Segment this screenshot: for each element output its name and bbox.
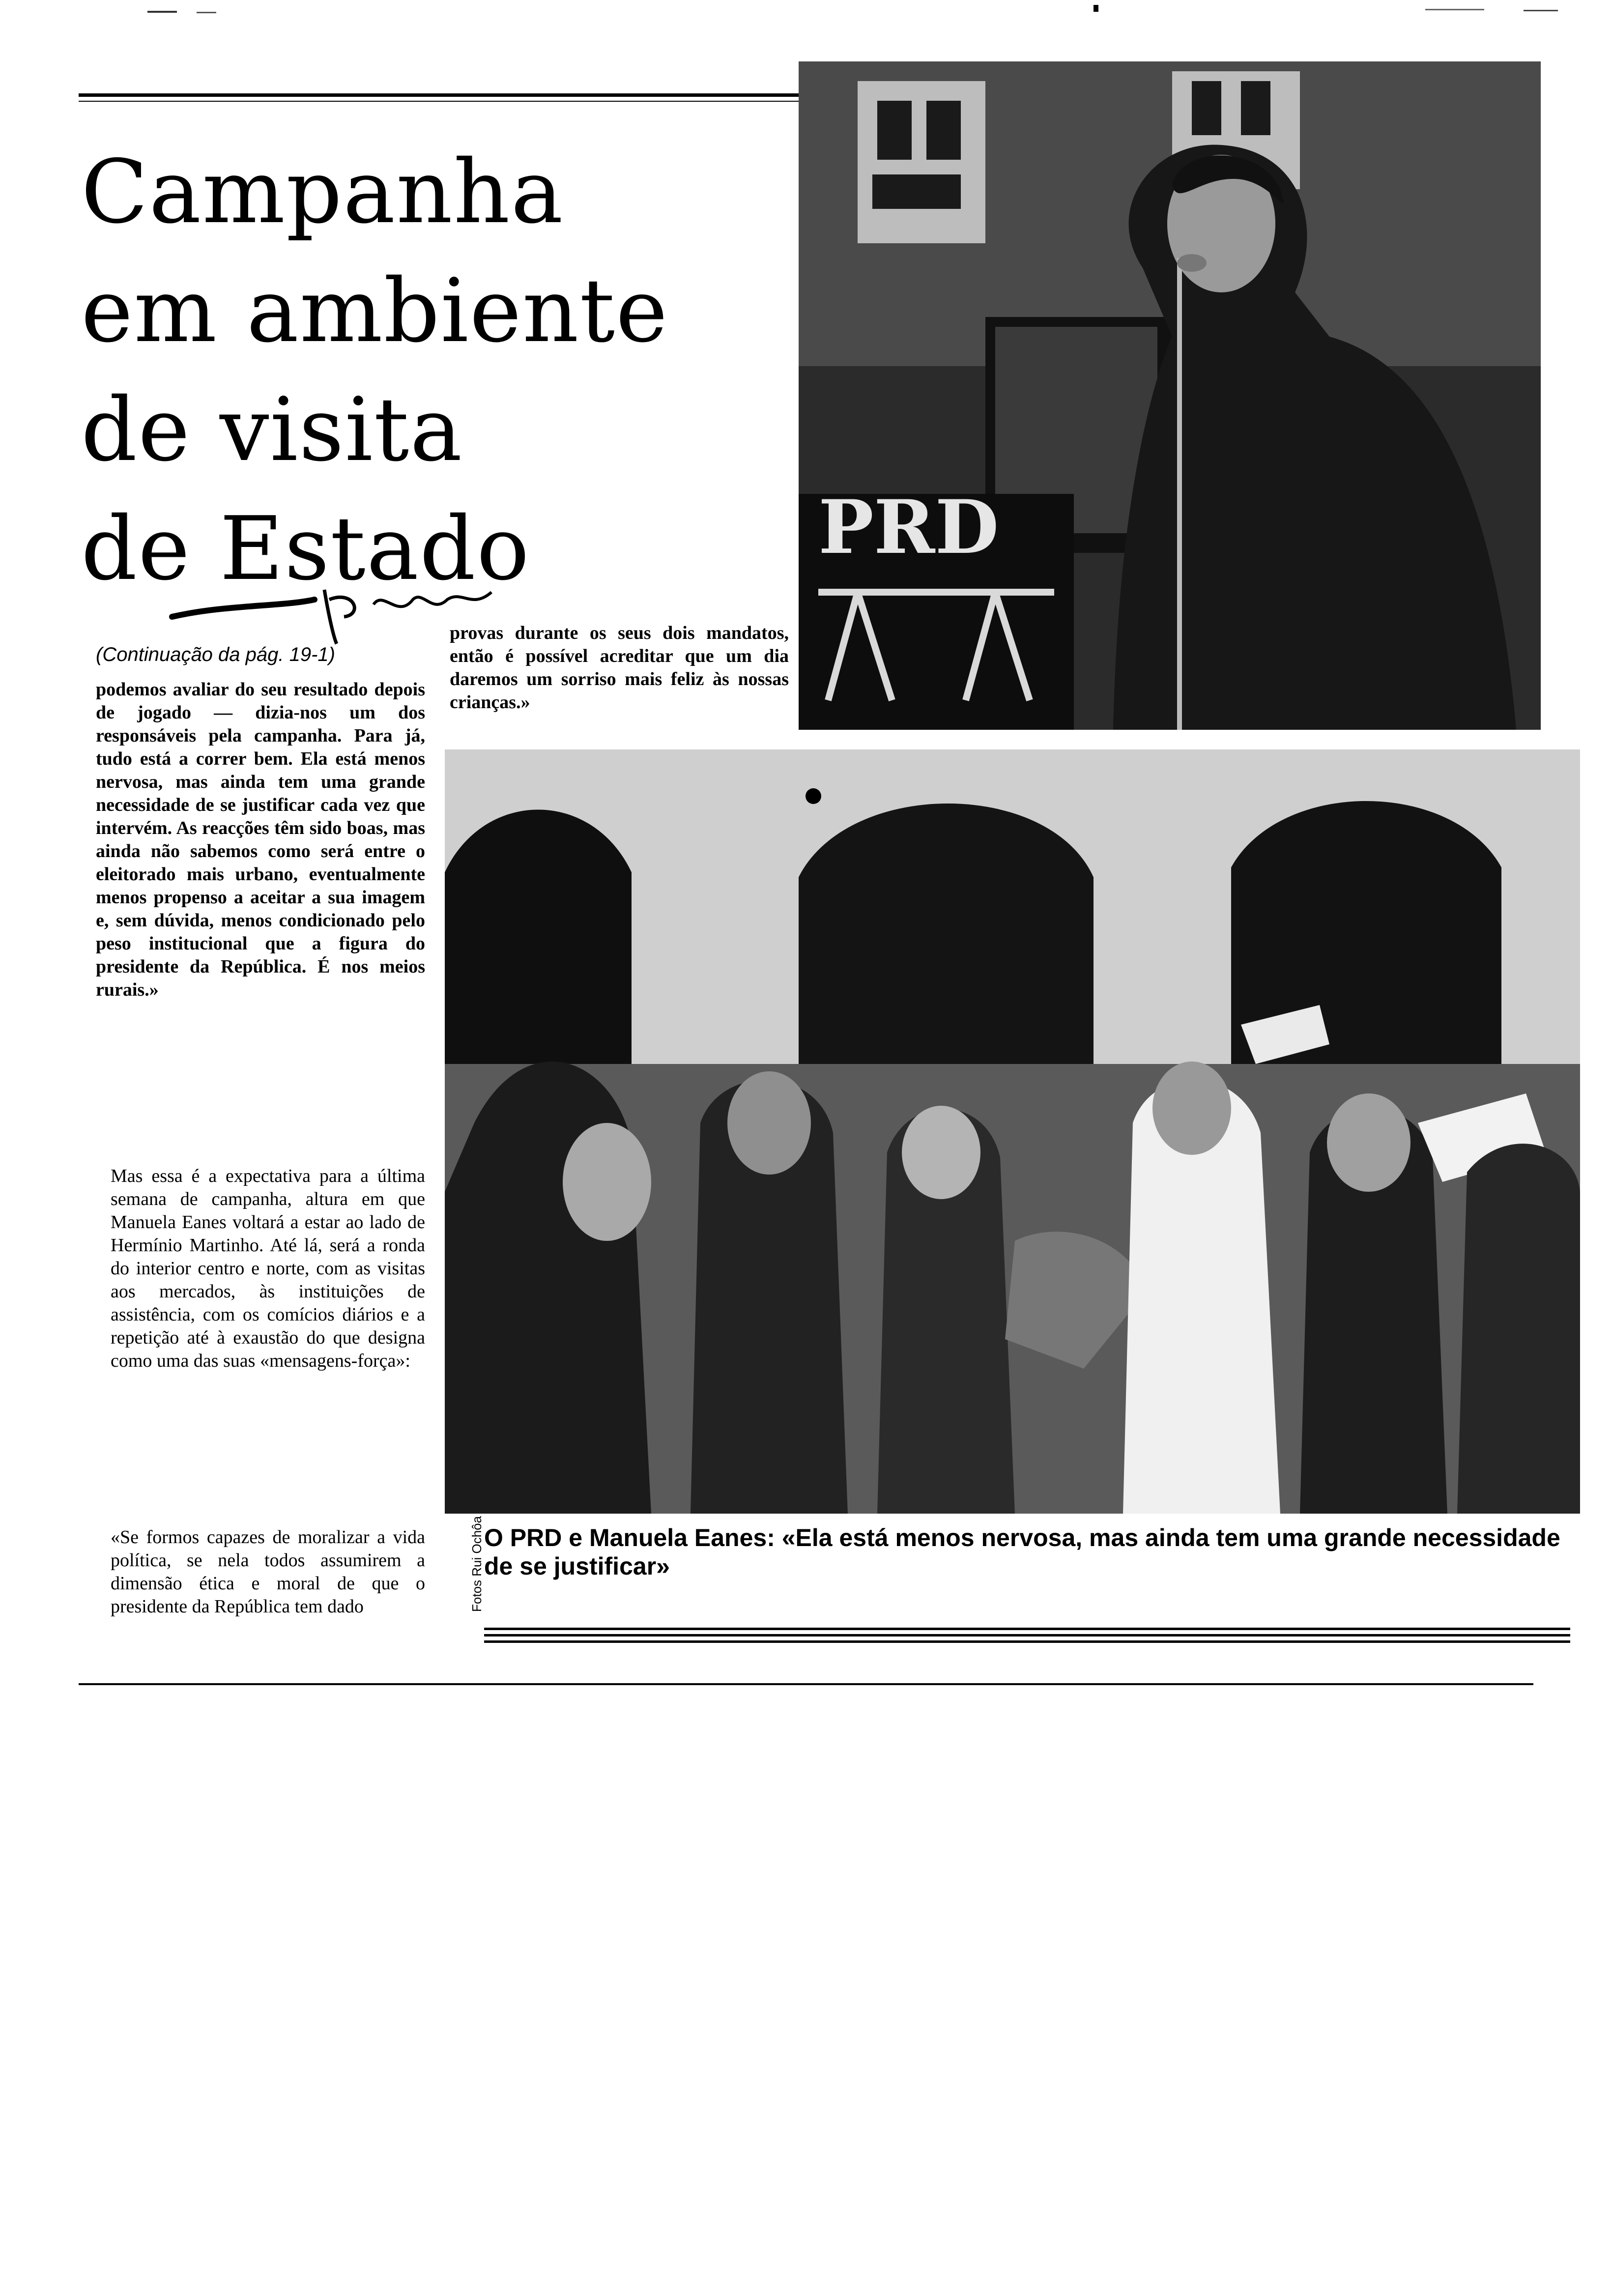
continuation-note: (Continuação da pág. 19-1) (96, 644, 335, 665)
headline-line-3: de visita (81, 379, 463, 481)
headline (81, 133, 808, 608)
photo-crowd-reception (445, 749, 1580, 1514)
body-text: «Se formos capazes de moralizar a vida política, se nela todos assumirem a dimensão ética e moral de que o presidente da República tem dado (111, 1527, 425, 1617)
caption-rule-3 (484, 1640, 1570, 1643)
scan-artifacts (0, 0, 1612, 29)
caption-rule-2 (484, 1634, 1570, 1636)
headline-line-1: Campanha (81, 141, 564, 243)
body-text: Mas essa é a expectativa para a última semana de campanha, altura em que Manuela Eanes voltará a estar ao lado de Hermínio Martinho. Até lá, será a ronda do interior centro e norte, com as visitas aos mercados, às instituições de assistência, com os comícios diários e a repetição até à exaustão do que designa como uma das suas «mensagens-força»: (111, 1166, 425, 1371)
headline-line-2: em ambiente (81, 260, 669, 362)
bottom-rule (79, 1683, 1533, 1685)
sign-prd: PRD (818, 484, 999, 571)
body-paragraph-3 (111, 1526, 425, 1618)
photo-caption: O PRD e Manuela Eanes: «Ela está menos nervosa, mas ainda tem uma grande necessidade de se justificar» (484, 1524, 1560, 1580)
body-paragraph-column-2 (450, 622, 789, 714)
body-paragraph-2 (111, 1165, 425, 1373)
body-text-bold: podemos avaliar do seu resultado depois de jogado — dizia-nos um dos responsáveis pela campanha. Para já, tudo está a correr bem. Ela está menos nervosa, mas ainda tem uma grande necessidade de se justificar cada vez que intervém. As reacções têm sido boas, mas ainda não sabemos como será entre o eleitorado mais urbano, eventualmente menos propenso a aceitar a sua imagem e, sem dúvida, menos condicionado pelo peso institucional que a figura do presidente da República. É nos meios rurais.» (96, 679, 425, 1000)
caption-rule-1 (484, 1628, 1570, 1630)
photo-speaker-at-microphone (799, 61, 1541, 730)
headline-line-4: de Estado (81, 498, 530, 600)
body-paragraph-1 (96, 678, 425, 1002)
body-text-bold: provas durante os seus dois mandatos, então é possível acreditar que um dia daremos um sorriso mais feliz às nossas crianças.» (450, 623, 789, 713)
photo-credit: Fotos Rui Ochôa (469, 1516, 484, 1612)
